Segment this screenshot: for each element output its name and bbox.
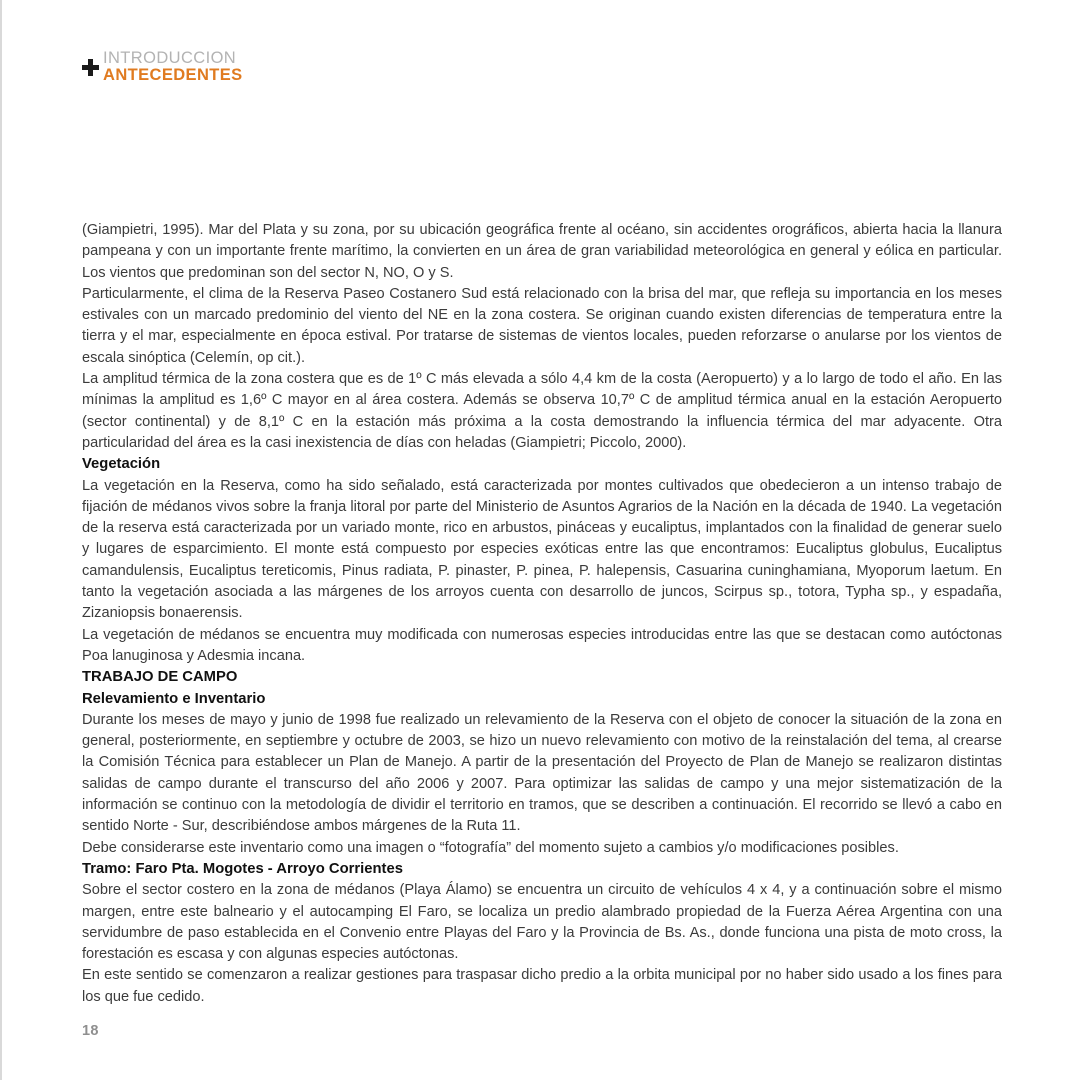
section-header xyxy=(82,50,243,85)
body-paragraph: Debe considerarse este inventario como una imagen o “fotografía” del momento sujeto a cambios y/o modificaciones posibles. xyxy=(82,839,899,856)
body-heading: Tramo: Faro Pta. Mogotes - Arroyo Corrientes xyxy=(82,860,403,877)
body-paragraph: Particularmente, el clima de la Reserva Paseo Costanero Sud está relacionado con la brisa del mar, que refleja su importancia en los meses estivales con un marcado predominio del viento del NE en la zona costera. Se originan cuando existen diferencias de temperatura entre la tierra y el mar, especialmente en época estival. Por tratarse de sistemas de vientos locales, pueden reforzarse o anularse por los vientos de escala sinóptica (Celemín, op cit.). xyxy=(82,285,1002,366)
document-body xyxy=(82,220,1002,1008)
body-paragraph: En este sentido se comenzaron a realizar gestiones para traspasar dicho predio a la orbita municipal por no haber sido usado a los fines para los que fue cedido. xyxy=(82,967,1002,1005)
body-paragraph: (Giampietri, 1995). Mar del Plata y su zona, por su ubicación geográfica frente al océano, sin accidentes orográficos, abierta hacia la llanura pampeana y con un importante frente marítimo, la convierten en un área de gran variabilidad meteorológica en general y eólica en particular. Los vientos que predominan son del sector N, NO, O y S. xyxy=(82,222,1002,281)
body-paragraph: La vegetación de médanos se encuentra muy modificada con numerosas especies introducidas entre las que se destacan como autóctonas Poa lanuginosa y Adesmia incana. xyxy=(82,626,1002,664)
body-paragraph: La vegetación en la Reserva, como ha sido señalado, está caracterizada por montes cultivados que obedecieron a un intenso trabajo de fijación de médanos vivos sobre la franja litoral por parte del Ministerio de Asuntos Agrarios de la Nación en la década de 1940. La vegetación de la reserva está caracterizada por un variado monte, rico en arbustos, pináceas y eucaliptus, implantados con la finalidad de generar suelo y lugares de esparcimiento. El monte está compuesto por especies exóticas entre las que encontramos: Eucaliptus globulus, Eucaliptus camandulensis, Eucaliptus tereticomis, Pinus radiata, P. pinaster, P. pinea, P. halepensis, Casuarina cuninghamiana, Myoporum laetum. En tanto la vegetación asociada a las márgenes de los arroyos cuenta con desarrollo de juncos, Scirpus sp., totora, Typha sp., y espadaña, Zizaniopsis bonaerensis. xyxy=(82,477,1002,622)
body-heading: Vegetación xyxy=(82,456,161,473)
body-paragraph: La amplitud térmica de la zona costera que es de 1º C más elevada a sólo 4,4 km de la costa (Aeropuerto) y a lo largo de todo el año. En las mínimas la amplitud es 1,6º C mayor en al área costera. Además se observa 10,7º C de amplitud térmica anual en la estación Aeropuerto (sector continental) y de 8,1º C en la estación más próxima a la costa demostrando la influencia térmica del mar adyacente. Otra particularidad del área es la casi inexistencia de días con heladas (Giampietri; Piccolo, 2000). xyxy=(82,371,1002,451)
body-paragraph: Durante los meses de mayo y junio de 1998 fue realizado un relevamiento de la Reserva con el objeto de conocer la situación de la zona en general, posteriormente, en septiembre y octubre de 2003, se hizo un nuevo relevamiento con motivo de la reinstalación del tema, al crearse la Comisión Técnica para establecer un Plan de Manejo. A partir de la presentación del Proyecto de Plan de Manejo se realizaron distintas salidas de campo durante el transcurso del año 2006 y 2007. Para optimizar las salidas de campo y una mejor sistematización de la información se continuo con la metodología de dividir el territorio en tramos, que se describen a continuación. El recorrido se llevó a cabo en sentido Norte - Sur, describiéndose ambos márgenes de la Ruta 11. xyxy=(82,711,1002,835)
header-label-antecedentes: ANTECEDENTES xyxy=(103,66,243,85)
header-labels xyxy=(103,50,243,85)
body-paragraph: Sobre el sector costero en la zona de médanos (Playa Álamo) se encuentra un circuito de vehículos 4 x 4, y a continuación sobre el mismo margen, entre este balneario y el autocamping El Faro, se localiza un predio alambrado propiedad de la Fuerza Aérea Argentina con una servidumbre de paso establecida en el Convenio entre Playas del Faro y la Provincia de Bs. As., donde funciona una pista de moto cross, la forestación es escasa y con algunas especies autóctonas. xyxy=(82,882,1002,963)
page-number: 18 xyxy=(82,1023,99,1039)
header-label-introduccion: INTRODUCCION xyxy=(103,49,237,67)
body-heading: TRABAJO DE CAMPO xyxy=(82,669,238,686)
body-heading: Relevamiento e Inventario xyxy=(82,690,266,707)
plus-icon xyxy=(82,59,99,76)
